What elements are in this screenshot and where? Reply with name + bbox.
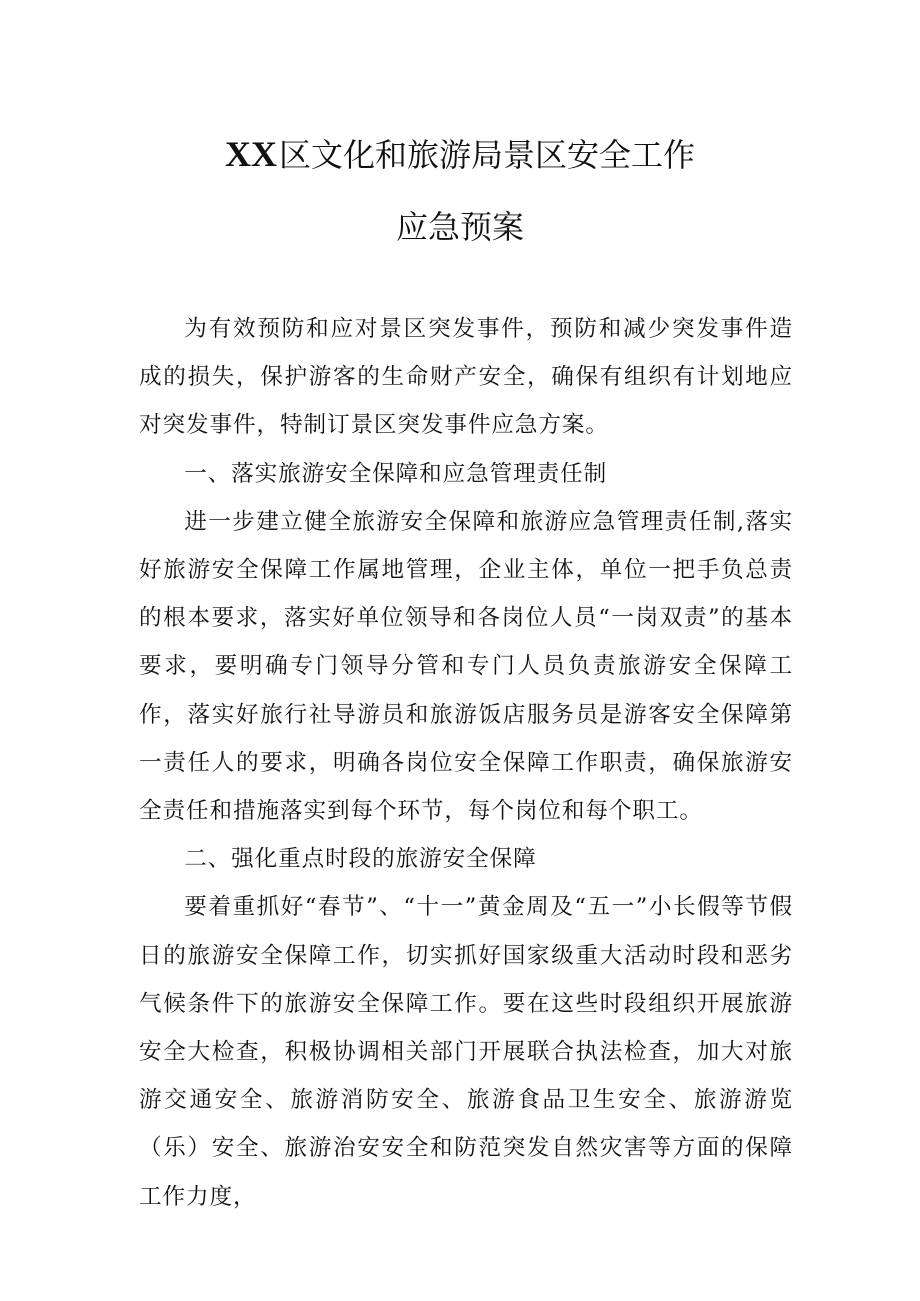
section-heading-1: 一、落实旅游安全保障和应急管理责任制: [184, 460, 608, 487]
document-title-line-2: 应急预案: [395, 208, 524, 246]
title-prefix: XX: [224, 134, 277, 174]
paragraph-section-1: 进一步建立健全旅游安全保障和旅游应急管理责任制,落实好旅游安全保障工作属地管理，企业主体，单位一把手负总责的根本要求，落实好单位领导和各岗位人员“一岗双责”的基本要求，要明确专门领导分管和专门人员负责旅游安全保障工作，落实好旅行社导游员和旅游饭店服务员是游客安全保障第一责任人的要求，明确各岗位安全保障工作职责，确保旅游安全责任和措施落实到每个环节，每个岗位和每个职工。: [139, 508, 793, 825]
paragraph-intro: 为有效预防和应对景区突发事件，预防和减少突发事件造成的损失，保护游客的生命财产安全，确保有组织有计划地应对突发事件，特制订景区突发事件应急方案。: [139, 316, 793, 439]
document-body: [139, 305, 793, 1221]
section-heading-2: 二、强化重点时段的旅游安全保障: [184, 846, 537, 873]
paragraph-section-2: 要着重抓好“春节”、“十一”黄金周及“五一”小长假等节假日的旅游安全保障工作，切实抓好国家级重大活动时段和恶劣气候条件下的旅游安全保障工作。要在这些时段组织开展旅游安全大检查，积极协调相关部门开展联合执法检查，加大对旅游交通安全、旅游消防安全、旅游食品卫生安全、旅游游览（乐）安全、旅游治安安全和防范突发自然灾害等方面的保障工作力度，: [139, 894, 793, 1210]
title-line-1-text: 区文化和旅游局景区安全工作: [278, 136, 695, 174]
document-title-line-1: [0, 134, 920, 175]
